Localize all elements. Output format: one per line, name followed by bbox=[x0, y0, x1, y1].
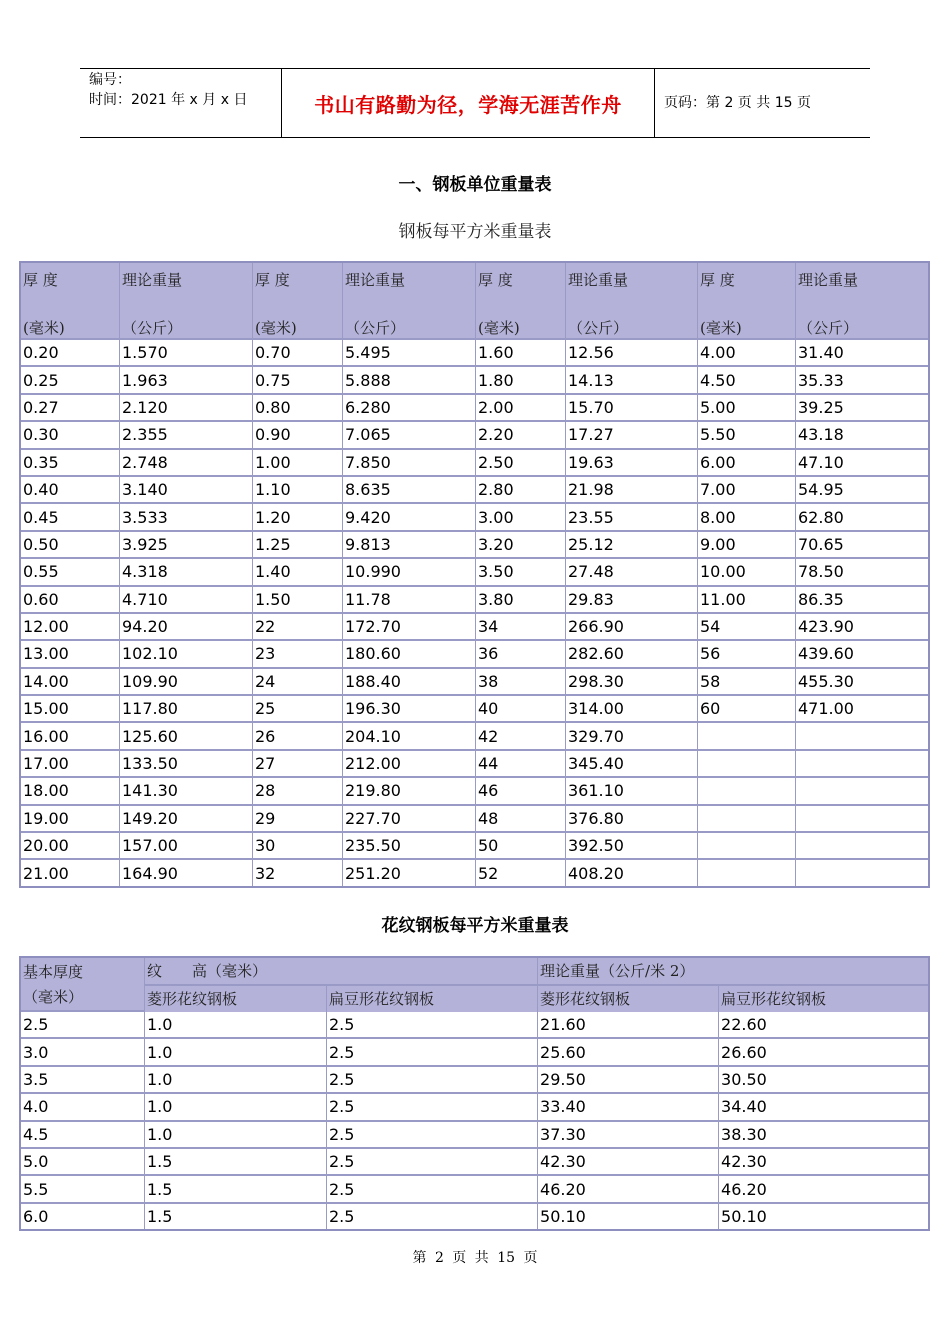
table-cell: 1.60 bbox=[476, 340, 566, 367]
table-cell bbox=[698, 860, 796, 885]
table-cell: 54.95 bbox=[796, 477, 928, 504]
table-cell: 16.00 bbox=[21, 723, 120, 750]
table-cell: 212.00 bbox=[343, 751, 476, 778]
table-cell: 2.50 bbox=[476, 450, 566, 477]
table-cell: 1.0 bbox=[145, 1122, 327, 1149]
subheader-lentil-weight: 扁豆形花纹钢板 bbox=[719, 986, 928, 1012]
table-cell: 157.00 bbox=[120, 833, 253, 860]
table1-header-cell bbox=[253, 263, 343, 340]
table-cell: 282.60 bbox=[566, 641, 698, 668]
table-cell: 52 bbox=[476, 860, 566, 885]
table1-header-row bbox=[21, 263, 928, 340]
header-unit: （公斤） bbox=[345, 319, 406, 337]
table-cell: 86.35 bbox=[796, 587, 928, 614]
table-cell: 34 bbox=[476, 614, 566, 641]
table-cell bbox=[796, 833, 928, 860]
table-cell: 1.5 bbox=[145, 1204, 327, 1229]
table-cell: 2.20 bbox=[476, 422, 566, 449]
table-cell: 1.0 bbox=[145, 1094, 327, 1121]
table-cell: 3.50 bbox=[476, 559, 566, 586]
table-cell: 15.00 bbox=[21, 696, 120, 723]
header-meta-cell bbox=[80, 69, 282, 137]
table-cell: 423.90 bbox=[796, 614, 928, 641]
table-cell: 19.00 bbox=[21, 806, 120, 833]
table-cell: 314.00 bbox=[566, 696, 698, 723]
table-cell: 2.5 bbox=[327, 1149, 538, 1176]
table-cell: 180.60 bbox=[343, 641, 476, 668]
table-cell: 204.10 bbox=[343, 723, 476, 750]
table-cell: 117.80 bbox=[120, 696, 253, 723]
table-cell: 46.20 bbox=[538, 1176, 719, 1203]
header-unit: (毫米) bbox=[478, 319, 520, 337]
table-cell: 2.5 bbox=[327, 1204, 538, 1229]
table-row bbox=[21, 669, 928, 696]
table-cell: 15.70 bbox=[566, 395, 698, 422]
table2-title: 花纹钢板每平方米重量表 bbox=[381, 916, 569, 936]
table-cell: 29.50 bbox=[538, 1067, 719, 1094]
table-cell: 125.60 bbox=[120, 723, 253, 750]
header-label: 理论重量 bbox=[345, 271, 406, 289]
table-cell: 1.50 bbox=[253, 587, 343, 614]
table-row bbox=[21, 504, 928, 531]
table-row bbox=[21, 1149, 928, 1176]
table-cell: 1.25 bbox=[253, 532, 343, 559]
section-title: 一、钢板单位重量表 bbox=[398, 175, 552, 195]
table-cell: 102.10 bbox=[120, 641, 253, 668]
table-cell: 13.00 bbox=[21, 641, 120, 668]
page-number-label: 页码：第 2 页 共 15 页 bbox=[664, 94, 811, 111]
header-unit: （公斤） bbox=[798, 319, 859, 337]
table-cell: 0.27 bbox=[21, 395, 120, 422]
table-cell: 50.10 bbox=[538, 1204, 719, 1229]
table-cell: 329.70 bbox=[566, 723, 698, 750]
table-cell: 38 bbox=[476, 669, 566, 696]
table-cell: 43.18 bbox=[796, 422, 928, 449]
table-cell: 12.00 bbox=[21, 614, 120, 641]
header-unit: (毫米) bbox=[23, 319, 65, 337]
table-cell: 1.0 bbox=[145, 1067, 327, 1094]
table-cell: 22.60 bbox=[719, 1012, 928, 1039]
table-cell: 17.00 bbox=[21, 751, 120, 778]
table-cell: 164.90 bbox=[120, 860, 253, 885]
table-cell: 6.00 bbox=[698, 450, 796, 477]
table1-header-cell bbox=[796, 263, 928, 340]
table-cell: 0.60 bbox=[21, 587, 120, 614]
table-cell: 1.40 bbox=[253, 559, 343, 586]
table-cell: 29.83 bbox=[566, 587, 698, 614]
table-cell: 56 bbox=[698, 641, 796, 668]
table-cell bbox=[698, 751, 796, 778]
table-cell: 3.925 bbox=[120, 532, 253, 559]
table-cell: 38.30 bbox=[719, 1122, 928, 1149]
table-cell: 3.20 bbox=[476, 532, 566, 559]
header-label: 厚 度 bbox=[478, 271, 513, 289]
table-cell: 24 bbox=[253, 669, 343, 696]
table-cell: 30 bbox=[253, 833, 343, 860]
table-cell: 17.27 bbox=[566, 422, 698, 449]
table-cell: 36 bbox=[476, 641, 566, 668]
subheader-diamond-height: 菱形花纹钢板 bbox=[145, 986, 327, 1012]
table-cell: 18.00 bbox=[21, 778, 120, 805]
table-row bbox=[21, 559, 928, 586]
table-cell: 5.495 bbox=[343, 340, 476, 367]
table1-header-cell bbox=[343, 263, 476, 340]
table-row bbox=[21, 1204, 928, 1229]
header-label: 理论重量 bbox=[122, 271, 183, 289]
table-cell: 5.50 bbox=[698, 422, 796, 449]
page-footer: 第 2 页 共 15 页 bbox=[412, 1250, 538, 1266]
table-cell: 0.90 bbox=[253, 422, 343, 449]
table-cell: 266.90 bbox=[566, 614, 698, 641]
table-cell: 0.45 bbox=[21, 504, 120, 531]
table-cell: 5.888 bbox=[343, 367, 476, 394]
table-cell: 9.813 bbox=[343, 532, 476, 559]
table-cell: 4.50 bbox=[698, 367, 796, 394]
table-cell: 5.00 bbox=[698, 395, 796, 422]
table-row bbox=[21, 1094, 928, 1121]
table-cell: 3.80 bbox=[476, 587, 566, 614]
table-cell: 408.20 bbox=[566, 860, 698, 885]
table-cell: 172.70 bbox=[343, 614, 476, 641]
table-row bbox=[21, 751, 928, 778]
table-cell bbox=[796, 806, 928, 833]
table-cell: 26 bbox=[253, 723, 343, 750]
header-label: 厚 度 bbox=[255, 271, 290, 289]
table-row bbox=[21, 723, 928, 750]
table-row bbox=[21, 532, 928, 559]
table-cell: 4.5 bbox=[21, 1122, 145, 1149]
table-cell: 10.990 bbox=[343, 559, 476, 586]
table-cell: 10.00 bbox=[698, 559, 796, 586]
table-cell: 42 bbox=[476, 723, 566, 750]
code-label: 编号： bbox=[89, 72, 131, 88]
table-cell bbox=[698, 723, 796, 750]
table-cell: 21.60 bbox=[538, 1012, 719, 1039]
table-row bbox=[21, 340, 928, 367]
table-cell: 2.00 bbox=[476, 395, 566, 422]
table-cell: 2.748 bbox=[120, 450, 253, 477]
table-cell: 2.5 bbox=[327, 1067, 538, 1094]
table-cell: 3.5 bbox=[21, 1067, 145, 1094]
table-row bbox=[21, 477, 928, 504]
table-cell: 3.533 bbox=[120, 504, 253, 531]
time-label: 时间：2021 年 x 月 x 日 bbox=[89, 92, 248, 108]
subheader-lentil-height: 扁豆形花纹钢板 bbox=[327, 986, 538, 1012]
table-cell: 47.10 bbox=[796, 450, 928, 477]
table-cell: 2.5 bbox=[327, 1039, 538, 1066]
table-cell: 109.90 bbox=[120, 669, 253, 696]
table-cell: 50 bbox=[476, 833, 566, 860]
table-cell: 39.25 bbox=[796, 395, 928, 422]
header-unit: （公斤） bbox=[568, 319, 629, 337]
table-cell: 7.00 bbox=[698, 477, 796, 504]
table-cell: 46.20 bbox=[719, 1176, 928, 1203]
table-cell: 1.20 bbox=[253, 504, 343, 531]
page-header bbox=[80, 68, 870, 138]
table-row bbox=[21, 367, 928, 394]
table-cell: 42.30 bbox=[719, 1149, 928, 1176]
table-cell: 227.70 bbox=[343, 806, 476, 833]
table-cell: 54 bbox=[698, 614, 796, 641]
table-cell: 32 bbox=[253, 860, 343, 885]
table-cell: 1.0 bbox=[145, 1039, 327, 1066]
table-cell: 70.65 bbox=[796, 532, 928, 559]
table-row bbox=[21, 1039, 928, 1066]
table-cell: 471.00 bbox=[796, 696, 928, 723]
table-cell: 30.50 bbox=[719, 1067, 928, 1094]
table-cell: 0.70 bbox=[253, 340, 343, 367]
table-cell bbox=[796, 723, 928, 750]
table-row bbox=[21, 1122, 928, 1149]
table1-header-cell bbox=[476, 263, 566, 340]
table-row bbox=[21, 806, 928, 833]
table-cell: 62.80 bbox=[796, 504, 928, 531]
table-cell: 14.13 bbox=[566, 367, 698, 394]
table-cell: 25.12 bbox=[566, 532, 698, 559]
table-cell: 3.00 bbox=[476, 504, 566, 531]
table-cell: 392.50 bbox=[566, 833, 698, 860]
table-cell: 2.5 bbox=[327, 1122, 538, 1149]
table-cell: 6.0 bbox=[21, 1204, 145, 1229]
table-cell: 2.80 bbox=[476, 477, 566, 504]
table-cell: 2.5 bbox=[327, 1094, 538, 1121]
basic-thickness-unit: （毫米） bbox=[23, 988, 84, 1006]
table-cell: 188.40 bbox=[343, 669, 476, 696]
header-page-cell bbox=[655, 69, 870, 137]
table-cell: 9.00 bbox=[698, 532, 796, 559]
table-cell: 1.5 bbox=[145, 1149, 327, 1176]
table-cell: 50.10 bbox=[721, 1206, 767, 1226]
table-cell: 78.50 bbox=[796, 559, 928, 586]
table-cell: 21.98 bbox=[566, 477, 698, 504]
table-row bbox=[21, 1012, 928, 1039]
table-cell: 2.120 bbox=[120, 395, 253, 422]
table1-header-cell bbox=[566, 263, 698, 340]
table-cell: 27.48 bbox=[566, 559, 698, 586]
table-cell: 19.63 bbox=[566, 450, 698, 477]
table-cell: 22 bbox=[253, 614, 343, 641]
table-cell: 455.30 bbox=[796, 669, 928, 696]
table-cell: 0.20 bbox=[21, 340, 120, 367]
table-cell: 1.10 bbox=[253, 477, 343, 504]
table-cell bbox=[796, 751, 928, 778]
table2-header-row bbox=[21, 958, 928, 986]
table-cell: 48 bbox=[476, 806, 566, 833]
table-cell: 42.30 bbox=[538, 1149, 719, 1176]
table-cell: 4.00 bbox=[698, 340, 796, 367]
table1-header-cell bbox=[21, 263, 120, 340]
table-cell: 345.40 bbox=[566, 751, 698, 778]
table-cell: 11.00 bbox=[698, 587, 796, 614]
table-cell: 2.5 bbox=[327, 1012, 538, 1039]
table-cell: 1.0 bbox=[145, 1012, 327, 1039]
table-cell: 0.80 bbox=[253, 395, 343, 422]
table-cell: 376.80 bbox=[566, 806, 698, 833]
table-cell: 1.00 bbox=[253, 450, 343, 477]
table-cell bbox=[796, 778, 928, 805]
table-cell: 3.140 bbox=[120, 477, 253, 504]
table-cell: 9.420 bbox=[343, 504, 476, 531]
header-motto-cell bbox=[282, 69, 655, 137]
table-cell: 25 bbox=[253, 696, 343, 723]
table-row bbox=[21, 696, 928, 723]
table-cell bbox=[698, 778, 796, 805]
table-cell bbox=[796, 860, 928, 885]
table1-title: 钢板每平方米重量表 bbox=[398, 222, 552, 242]
table-cell: 0.55 bbox=[21, 559, 120, 586]
table-cell: 149.20 bbox=[120, 806, 253, 833]
table1-header-cell bbox=[698, 263, 796, 340]
patterned-plate-weight-table bbox=[19, 956, 930, 1231]
table-cell: 235.50 bbox=[343, 833, 476, 860]
table-cell: 33.40 bbox=[538, 1094, 719, 1121]
basic-thickness-label: 基本厚度 bbox=[23, 963, 84, 981]
table-cell: 40 bbox=[476, 696, 566, 723]
table-cell: 4.318 bbox=[120, 559, 253, 586]
table-cell: 58 bbox=[698, 669, 796, 696]
table-cell: 219.80 bbox=[343, 778, 476, 805]
table-cell: 2.355 bbox=[120, 422, 253, 449]
subheader-diamond-weight: 菱形花纹钢板 bbox=[538, 986, 719, 1012]
table-cell: 3.0 bbox=[21, 1039, 145, 1066]
basic-thickness-header bbox=[21, 958, 145, 1012]
motto-text: 书山有路勤为径，学海无涯苦作舟 bbox=[314, 92, 622, 117]
table-cell: 0.50 bbox=[21, 532, 120, 559]
table-cell: 26.60 bbox=[719, 1039, 928, 1066]
table-cell: 31.40 bbox=[796, 340, 928, 367]
table-cell bbox=[698, 833, 796, 860]
table-cell: 5.0 bbox=[21, 1149, 145, 1176]
header-label: 厚 度 bbox=[700, 271, 735, 289]
table-cell: 35.33 bbox=[796, 367, 928, 394]
table-cell: 8.635 bbox=[343, 477, 476, 504]
table-cell: 0.40 bbox=[21, 477, 120, 504]
header-unit: (毫米) bbox=[700, 319, 742, 337]
table-cell: 25.60 bbox=[538, 1039, 719, 1066]
table-cell: 46 bbox=[476, 778, 566, 805]
table-cell: 44 bbox=[476, 751, 566, 778]
steel-plate-weight-table bbox=[19, 261, 930, 888]
table-cell: 34.40 bbox=[719, 1094, 928, 1121]
table-row bbox=[21, 1067, 928, 1094]
table-cell: 4.710 bbox=[120, 587, 253, 614]
table1-header-cell bbox=[120, 263, 253, 340]
table-cell: 0.30 bbox=[21, 422, 120, 449]
table-row bbox=[21, 614, 928, 641]
table-cell: 20.00 bbox=[21, 833, 120, 860]
table-cell: 4.0 bbox=[21, 1094, 145, 1121]
table-cell: 21.00 bbox=[21, 860, 120, 885]
header-label: 厚 度 bbox=[23, 271, 58, 289]
table-cell: 94.20 bbox=[120, 614, 253, 641]
table-cell: 2.5 bbox=[327, 1176, 538, 1203]
table-cell: 27 bbox=[253, 751, 343, 778]
table-row bbox=[21, 422, 928, 449]
table-cell: 37.30 bbox=[538, 1122, 719, 1149]
pattern-height-header: 纹 高（毫米） bbox=[145, 958, 538, 986]
table-row bbox=[21, 450, 928, 477]
table-cell: 298.30 bbox=[566, 669, 698, 696]
theoretical-weight-header: 理论重量（公斤/米 2） bbox=[538, 958, 928, 986]
table-cell bbox=[698, 806, 796, 833]
header-label: 理论重量 bbox=[798, 271, 859, 289]
table-cell: 2.5 bbox=[21, 1012, 145, 1039]
table-cell: 1.570 bbox=[120, 340, 253, 367]
table-cell: 28 bbox=[253, 778, 343, 805]
table-row bbox=[21, 641, 928, 668]
table-row bbox=[21, 395, 928, 422]
table-cell: 7.065 bbox=[343, 422, 476, 449]
table-row bbox=[21, 778, 928, 805]
header-unit: (毫米) bbox=[255, 319, 297, 337]
table-cell: 11.78 bbox=[343, 587, 476, 614]
table-cell: 14.00 bbox=[21, 669, 120, 696]
table-cell: 6.280 bbox=[343, 395, 476, 422]
table-cell: 133.50 bbox=[120, 751, 253, 778]
table-row bbox=[21, 1176, 928, 1203]
table-cell: 12.56 bbox=[566, 340, 698, 367]
table-row bbox=[21, 833, 928, 860]
header-unit: （公斤） bbox=[122, 319, 183, 337]
table-cell: 196.30 bbox=[343, 696, 476, 723]
table-cell: 23.55 bbox=[566, 504, 698, 531]
table-cell: 1.963 bbox=[120, 367, 253, 394]
table-row bbox=[21, 860, 928, 885]
table-cell: 7.850 bbox=[343, 450, 476, 477]
table-cell: 0.35 bbox=[21, 450, 120, 477]
table-cell: 8.00 bbox=[698, 504, 796, 531]
table-cell: 439.60 bbox=[796, 641, 928, 668]
table-cell: 5.5 bbox=[21, 1176, 145, 1203]
table-cell: 141.30 bbox=[120, 778, 253, 805]
table2-subheader-row bbox=[21, 986, 928, 1012]
table-cell: 1.5 bbox=[145, 1176, 327, 1203]
table-cell: 23 bbox=[253, 641, 343, 668]
table-row bbox=[21, 587, 928, 614]
table-cell: 0.25 bbox=[21, 367, 120, 394]
table-cell: 29 bbox=[253, 806, 343, 833]
header-label: 理论重量 bbox=[568, 271, 629, 289]
table-cell: 0.75 bbox=[253, 367, 343, 394]
table-cell: 251.20 bbox=[343, 860, 476, 885]
table-cell: 1.80 bbox=[476, 367, 566, 394]
table-cell: 361.10 bbox=[566, 778, 698, 805]
table-cell: 60 bbox=[698, 696, 796, 723]
